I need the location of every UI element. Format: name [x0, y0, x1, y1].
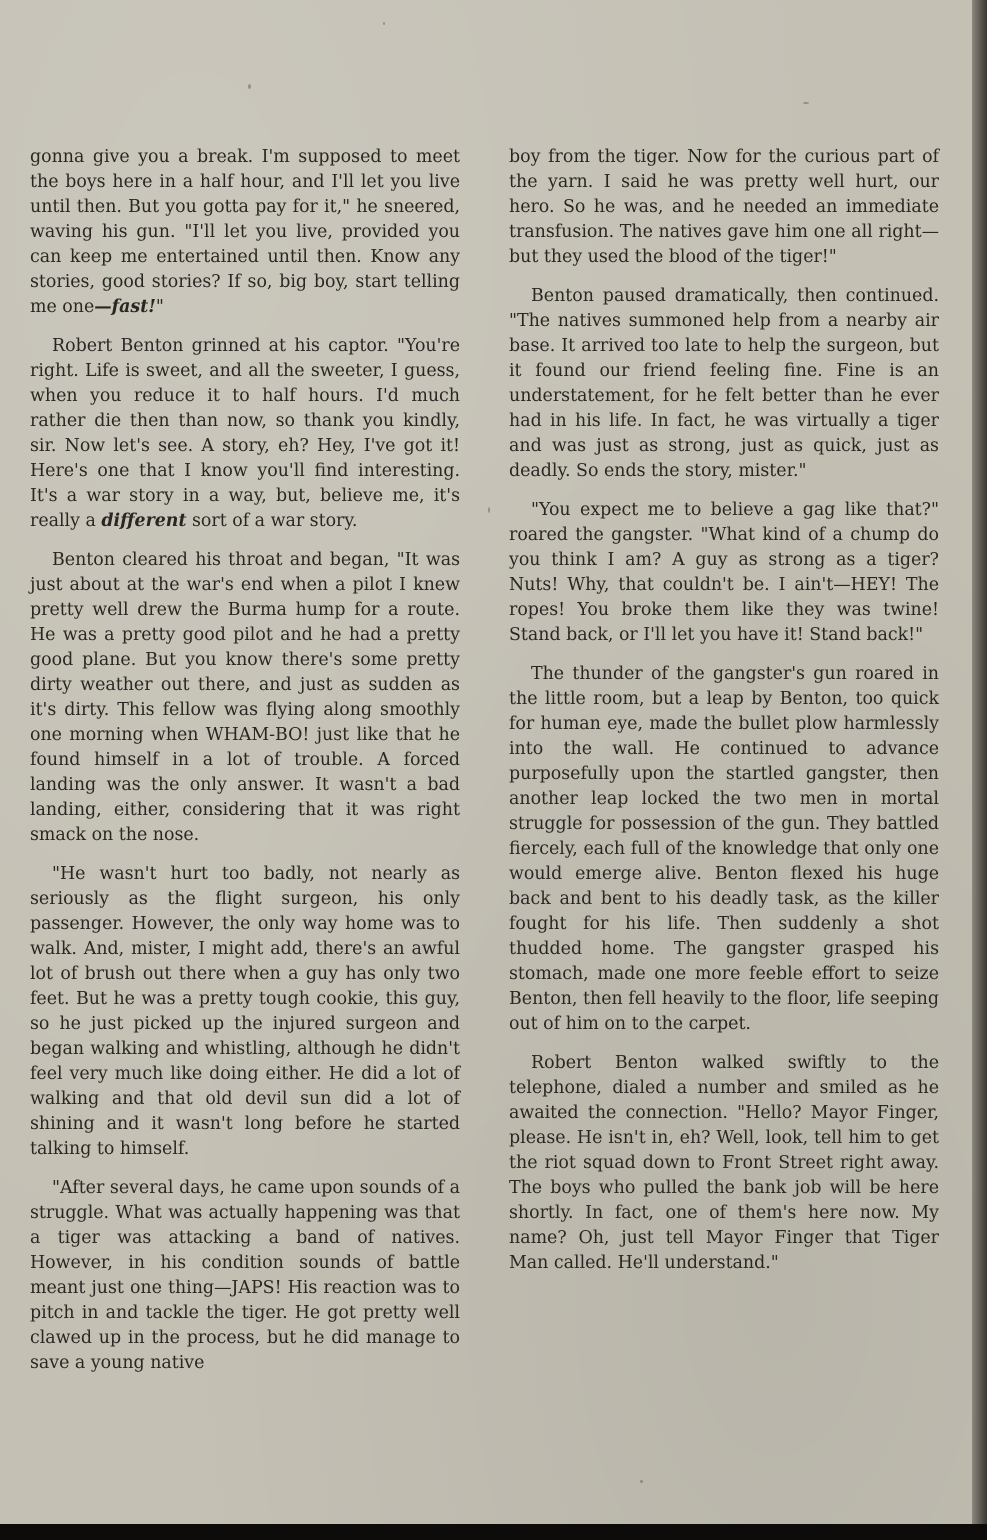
paragraph-text: "After several days, he came upon sounds of a struggle. What was actually happening was that a tiger was attacking a band of natives. However, in his condition sounds of battle meant just one thing—JAPS! His reaction was to pitch in and tackle the tiger. He got pretty well clawed up in the process, but he did manage to save a young native: [30, 1178, 460, 1373]
page-edge-shadow: [972, 0, 987, 1524]
paragraph-text: Robert Benton grinned at his captor. "You're right. Life is sweet, and all the sweeter, I guess, when you reduce it to half hours. I'd much rather die then than now, so thank you kindly, sir. Now let's see. A story, eh? Hey, I've got it! Here's one that I know you'll find interesting. It's a war story in a way, but, believe me, it's really a: [30, 336, 460, 531]
paragraph-text: "He wasn't hurt too badly, not nearly as seriously as the flight surgeon, his only passenger. However, the only way home was to walk. And, mister, I might add, there's an awful lot of brush out there when a guy has only two feet. But he was a pretty tough cookie, this guy, so he just picked up the injured surgeon and began walking and whistling, although he didn't feel very much like doing either. He did a lot of walking and that old devil sun did a lot of shining and it wasn't long before he started talking to himself.: [30, 864, 460, 1159]
paper-speck: [803, 102, 809, 104]
paragraph: [509, 284, 939, 484]
paragraph: [509, 1051, 939, 1276]
text-column-right: [509, 145, 939, 1290]
paragraph-text: Benton cleared his throat and began, "It was just about at the war's end when a pilot I knew pretty well drew the Burma hump for a route. He was a pretty good pilot and he had a pretty good plane. But you know there's some pretty dirty weather out there, and just as sudden as it's dirty. This fellow was flying along smoothly one morning when WHAM-BO! just like that he found himself in a lot of trouble. A forced landing was the only answer. It wasn't a bad landing, either, considering that it was right smack on the nose.: [30, 550, 460, 845]
paragraph-text: Benton paused dramatically, then continued. "The natives summoned help from a nearby air base. It arrived too late to help the surgeon, but it found our friend feeling fine. Fine is an understatement, for he felt better than he ever had in his life. In fact, he was virtually a tiger and was just as strong, just as quick, just as deadly. So ends the story, mister.": [509, 286, 939, 481]
paper-speck: [248, 84, 251, 89]
paragraph-text: "You expect me to believe a gag like that?" roared the gangster. "What kind of a chump do you think I am? A guy as strong as a tiger? Nuts! Why, that couldn't be. I ain't—HEY! The ropes! You broke them like they was twine! Stand back, or I'll let you have it! Stand back!": [509, 500, 939, 645]
emphasis-text: different: [101, 511, 187, 531]
paper-speck: [383, 22, 385, 25]
paragraph: [509, 662, 939, 1037]
paragraph: [30, 548, 460, 848]
paragraph: [509, 498, 939, 648]
paragraph-text: gonna give you a break. I'm supposed to meet the boys here in a half hour, and I'll let you live until then. But you gotta pay for it," he sneered, waving his gun. "I'll let you live, provided you can keep me entertained until then. Know any stories, good stories? If so, big boy, start telling me one: [30, 147, 460, 317]
paragraph-text: sort of a war story.: [186, 511, 358, 531]
paragraph-text: ": [155, 297, 164, 317]
paragraph: [30, 145, 460, 320]
scan-border: [0, 1524, 987, 1540]
paper-speck: [640, 1480, 643, 1483]
paragraph: [30, 862, 460, 1162]
emphasis-text: —fast!: [94, 297, 156, 317]
paragraph-text: The thunder of the gangster's gun roared in the little room, but a leap by Benton, too quick for human eye, made the bullet plow harmlessly into the wall. He continued to advance purposefully upon the startled gangster, then another leap locked the two men in mortal struggle for possession of the gun. They battled fiercely, each full of the knowledge that only one would emerge alive. Benton flexed his huge back and bent to his deadly task, as the killer fought for his life. Then suddenly a shot thudded home. The gangster grasped his stomach, made one more feeble effort to seize Benton, then fell heavily to the floor, life seeping out of him on to the carpet.: [509, 664, 939, 1034]
text-column-left: [30, 145, 460, 1390]
paragraph-text: boy from the tiger. Now for the curious part of the yarn. I said he was pretty well hurt, our hero. So he was, and he needed an immediate transfusion. The natives gave him one all right—but they used the blood of the tiger!": [509, 147, 939, 267]
paragraph: [30, 1176, 460, 1376]
paragraph: [509, 145, 939, 270]
paragraph: [30, 334, 460, 534]
paper-speck: [488, 507, 490, 513]
paragraph-text: Robert Benton walked swiftly to the telephone, dialed a number and smiled as he awaited the connection. "Hello? Mayor Finger, please. He isn't in, eh? Well, look, tell him to get the riot squad down to Front Street right away. The boys who pulled the bank job will be here shortly. In fact, one of them's here now. My name? Oh, just tell Mayor Finger that Tiger Man called. He'll understand.": [509, 1053, 939, 1273]
